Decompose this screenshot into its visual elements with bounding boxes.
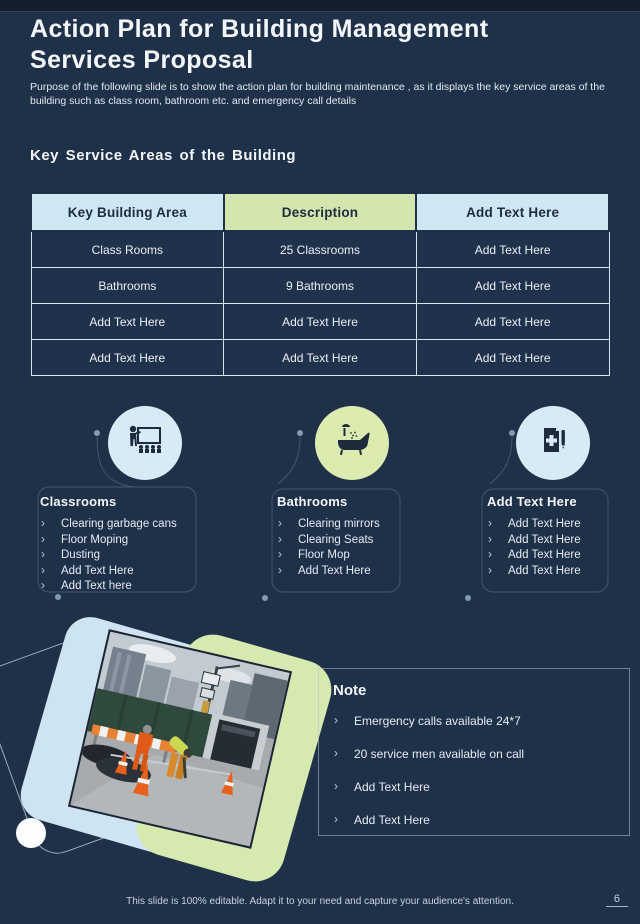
add-text-heading: Add Text Here	[487, 494, 577, 509]
classrooms-heading: Classrooms	[40, 494, 117, 509]
list-item: › Add Text Here	[277, 564, 380, 580]
add-text-icon-circle	[516, 406, 590, 480]
list-item: › Add Text Here	[487, 533, 581, 549]
table-cell: Add Text Here	[224, 340, 417, 376]
page-title: Action Plan for Building Management Services Proposal	[30, 15, 489, 74]
table-row	[31, 304, 609, 340]
list-item: › Clearing garbage cans	[40, 517, 177, 533]
table-cell: Add Text Here	[416, 304, 609, 340]
table-cell: Add Text Here	[416, 268, 609, 304]
table-cell: Class Rooms	[31, 231, 224, 268]
list-item: › Add Text Here	[333, 780, 615, 794]
list-item: › Clearing mirrors	[277, 517, 380, 533]
list-item: › 20 service men available on call	[333, 747, 615, 761]
table-row	[31, 268, 609, 304]
table-row	[31, 340, 609, 376]
footer-caption: This slide is 100% editable. Adapt it to your need and capture your audience's attention.	[126, 896, 514, 907]
column-header-description: Description	[224, 193, 417, 231]
list-item: › Clearing Seats	[277, 533, 380, 549]
bathrooms-icon-circle	[315, 406, 389, 480]
list-item: › Add Text here	[40, 579, 177, 595]
photo-collage	[0, 618, 340, 903]
list-item: › Add Text Here	[487, 564, 581, 580]
page-subtitle: Purpose of the following slide is to show the action plan for building maintenance , as it displays the key service areas of the building such as class room, bathroom etc. and emergency call details	[30, 81, 605, 107]
white-circle-decoration	[16, 818, 46, 848]
bathtub-shower-icon	[330, 420, 374, 467]
list-item: › Emergency calls available 24*7	[333, 714, 615, 728]
list-item: › Dusting	[40, 548, 177, 564]
table-cell: Add Text Here	[416, 340, 609, 376]
table-cell: Add Text Here	[31, 340, 224, 376]
note-panel	[318, 668, 630, 836]
list-item: › Add Text Here	[333, 813, 615, 827]
page-number: 6	[606, 893, 628, 907]
key-service-areas-table	[30, 192, 610, 376]
top-accent-bar	[0, 0, 640, 12]
bathrooms-task-list	[277, 517, 380, 579]
note-heading: Note	[333, 682, 367, 699]
list-item: › Floor Mop	[277, 548, 380, 564]
classrooms-icon-circle	[108, 406, 182, 480]
table-cell: Add Text Here	[31, 304, 224, 340]
table-cell: Add Text Here	[416, 231, 609, 268]
list-item: › Add Text Here	[487, 548, 581, 564]
add-text-task-list	[487, 517, 581, 579]
bathrooms-heading: Bathrooms	[277, 494, 348, 509]
list-item: › Floor Moping	[40, 533, 177, 549]
table-cell: 25 Classrooms	[224, 231, 417, 268]
section-heading: Key Service Areas of the Building	[30, 147, 297, 164]
table-cell: 9 Bathrooms	[224, 268, 417, 304]
classroom-presentation-icon	[124, 420, 166, 467]
classrooms-task-list	[40, 517, 177, 595]
table-row	[31, 231, 609, 268]
column-header-key-building-area: Key Building Area	[31, 193, 224, 231]
table-cell: Bathrooms	[31, 268, 224, 304]
document-add-pen-icon	[532, 420, 574, 467]
list-item: › Add Text Here	[40, 564, 177, 580]
table-header-row	[31, 193, 609, 231]
note-list	[333, 714, 615, 827]
column-header-add-text: Add Text Here	[416, 193, 609, 231]
list-item: › Add Text Here	[487, 517, 581, 533]
table-cell: Add Text Here	[224, 304, 417, 340]
